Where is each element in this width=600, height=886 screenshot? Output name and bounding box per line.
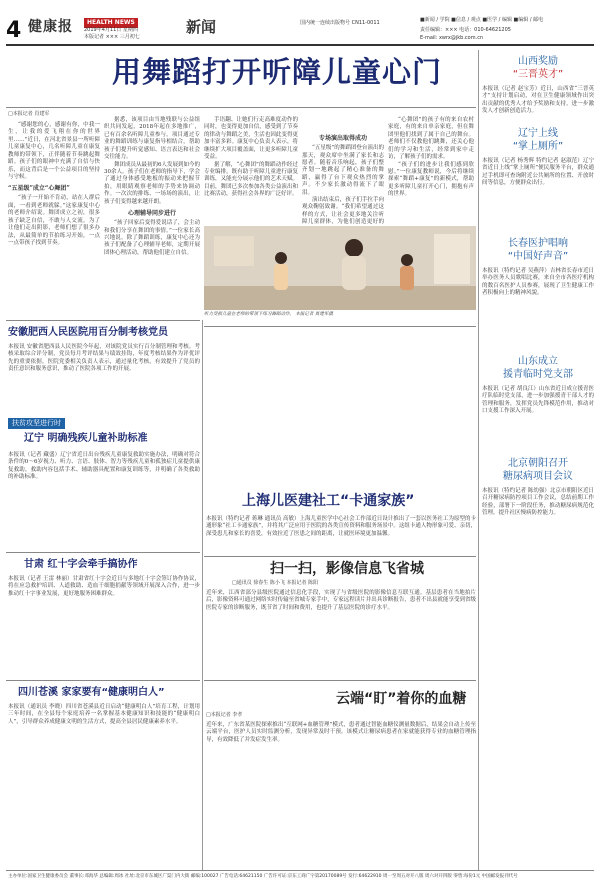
lead-photo-caption: 听力受损儿童在老师的带领下练习舞蹈动作。 本报记者 肖建军摄 xyxy=(204,312,333,317)
right-story-4-title xyxy=(480,356,596,381)
right-story-1-title-a: 山西奖励 xyxy=(518,56,558,67)
editor-email: E-mail: xwrx@jkb.com.cn xyxy=(420,35,484,41)
left-divider-2 xyxy=(6,552,200,553)
dance-photo-illustration xyxy=(204,226,476,310)
issue-date: 2019年4月11日 星期四 xyxy=(84,27,138,33)
story-liaoning-title: 辽宁 明确残疾儿童补助标准 xyxy=(24,433,148,444)
footer-rule xyxy=(6,870,594,871)
lead-headline: 用舞蹈打开听障儿童心门 xyxy=(112,55,443,89)
story-scan-byline: □通讯员 徐春生 陈小飞 本报记者 陈阳 xyxy=(232,580,319,586)
story-cloud-byline: □本报记者 李孝 xyxy=(206,712,243,718)
cloud-divider xyxy=(204,680,476,681)
lead-col4-subhead: 专场演出取得成功 xyxy=(318,135,367,142)
right-story-2-title-a: 辽宁上线 xyxy=(518,128,558,139)
right-story-5-title-b: 糖尿病项目会议 xyxy=(503,470,573,482)
story-anhui-title: 安徽肥西人民医院用百分制考核党员 xyxy=(8,327,168,338)
right-story-4-title-a: 山东成立 xyxy=(518,356,558,367)
newspaper-logo: 健康报 xyxy=(28,19,73,35)
column-rule-right xyxy=(478,50,479,870)
right-story-3-title-b: “中国好声音” xyxy=(507,250,569,262)
right-story-1-title xyxy=(480,56,596,81)
lead-col3-para-b: 据了解，“心舞团”的舞蹈动作经过专业编排，既有助于听障儿童进行康复训练，又能充分展示他们的艺术天赋。目前，舞团已多次参加各类公益演出和比赛活动，获得社会各界的广泛好评。 xyxy=(204,161,298,198)
editor-line: 责任编辑：××× 电话：010-64621205 xyxy=(420,27,511,33)
right-story-1-title-b: “三晋英才” xyxy=(512,68,564,80)
lead-col-2 xyxy=(104,117,200,320)
lead-col1-para-a: “感谢您的心，感谢有你，中我一生，让我的爱飞翔在你的世界里……”近日，在河北省景县一所听障儿童康复中心，几名听障儿童在康复教师的带领下，正伴随着节奏跳起舞蹈。孩子们的眼神中充满了自信与快乐，而这背后是一个公益项目的坚持与守候。 xyxy=(8,122,100,180)
lead-col2-para-c: “孩子回家后变得爱说话了，会主动和我们分享在舞团的事情。”一位家长高兴地说。除了舞蹈训练，康复中心还为孩子们配备了心理辅导老师，定期开展团体心理活动，帮助他们建立自信。 xyxy=(104,220,200,256)
story-sichuan-body: 本报讯（通讯员 李晓）四川省苍溪县近日启动“健康明白人”培育工程，计划用三年时间，在全县每个家庭培养一名掌握基本健康知识和技能的“健康明白人”，引导群众养成健康文明的生活方式，提高全县居民健康素养水平。 xyxy=(8,704,200,725)
lead-col-3 xyxy=(204,117,298,222)
story-scan-title: 扫一扫，影像信息飞省城 xyxy=(270,561,424,577)
footer-info: 主办单位:国家卫生健康委员会 董事长:邓海华 总编辑:周冰 社址:北京市东城区广渠门内大街 邮编:100027 广告电话:64621150 广告许可证:京东工商广字第20170089号 发行:64622910 周一至周五对开八版 周六对开四版 零售:每份1元 中国邮发报刊代号 xyxy=(8,874,518,879)
newspaper-logo-en: HEALTH NEWS xyxy=(84,18,138,28)
story-cloud-title: 云端“盯”着你的血糖 xyxy=(336,691,467,707)
lead-byline: □本报记者 肖建军 xyxy=(8,111,50,117)
story-scan-body: 近年来，江西省部分县级医院通过信息化手段，实现了与省级医院的影像信息互联互通。基层患者在当地拍片后，影像资料可通过网络实时传输至省城专家手中，专家远程读片并出具诊断报告，患者不出县就能享受到省级医院专家的诊断服务，既节省了时间和费用，也提升了基层医院的诊疗水平。 xyxy=(206,590,476,611)
story-sichuan-title: 四川苍溪 家家要有“健康明白人” xyxy=(18,687,165,698)
right-story-2-title xyxy=(480,128,596,153)
section-tabs: ■新闻 / 学院 ■信息 / 观点 ■医学 / 编辑 ■编辑 / 邮电 xyxy=(420,17,544,23)
lead-col-1 xyxy=(8,122,100,320)
right-story-4-body: 本报讯（记者 胡良江）山东省近日成立援青医疗队临时党支部，进一步加强援青干部人才的管理和服务，发挥党员先锋模范作用，推动对口支援工作深入开展。 xyxy=(482,386,594,415)
story-cloud-body: 近年来，广东省某医院探索推出“互联网+血糖管理”模式，患者通过智能血糖仪测量数据后，结果会自动上传至云端平台，医护人员实时监测分析，发现异常及时干预。该模式让糖尿病患者在家就能获得专业的血糖管理指导，有效降低了并发症发生率。 xyxy=(206,722,476,743)
publication-number: 国内统一连续出版物号 CN11-0011 xyxy=(300,20,380,26)
lead-col5-para-b: “孩子们的进步让我们感到欣慰。”一位康复教师说，今后将继续探索“舞蹈+康复”的新模式，帮助更多听障儿童打开心门，拥抱有声的世界。 xyxy=(388,161,474,198)
section-title: 新闻 xyxy=(186,18,217,36)
column-rule-left xyxy=(202,320,203,870)
lead-col4-para-b: 演出结束后，孩子们手拉手向观众鞠躬致谢。“我们希望通过这样的方式，让社会更多地关注听障儿童群体，为他们创造更好的 xyxy=(302,197,384,226)
lead-col4-para-a: “五星级”的舞蹈团登台演出的那天，观众席中坐满了家长和志愿者。随着音乐响起，孩子们整齐划一地跳起了精心准备的舞蹈，赢得了台下观众热烈的掌声。不少家长激动得流下了眼泪。 xyxy=(302,145,384,196)
lead-col-4 xyxy=(302,117,384,226)
right-story-5-title xyxy=(480,458,596,483)
left-divider-3 xyxy=(6,680,200,681)
lead-col1-para-b: “孩子一开始不肯动，站在人群后面，一看到老师就躲。”这家康复中心的老师介绍说。舞团成立之初，很多孩子缺乏自信，不敢与人交流。为了让他们走出阴影，老师们想了很多办法，从最简单的节拍练习开始，一点一点带孩子找到节奏。 xyxy=(8,195,100,246)
right-story-3-title xyxy=(480,238,596,263)
right-story-2-title-b: “掌上厕所” xyxy=(512,140,564,152)
right-story-5-title-a: 北京朝阳召开 xyxy=(508,458,568,469)
right-story-3-body: 本报讯（特约记者 吴燕萍）吉林省长春市近日举办医务人员歌唱比赛，来自全市各医疗机构的数百名医护人员参赛，展现了卫生健康工作者积极向上的精神风貌。 xyxy=(482,268,594,297)
page-number: 4 xyxy=(6,18,22,43)
header-rule xyxy=(6,44,594,46)
lead-col1-subhead: “五星级”成立“心舞团” xyxy=(8,185,70,193)
poverty-tag: 扶贫攻坚进行时 xyxy=(8,418,65,429)
lead-col-5 xyxy=(388,117,474,222)
right-story-2-body: 本报讯（记者 杨秀辉 特约记者 赵淑范）辽宁省近日上线“掌上厕所”便民服务平台，群众通过手机即可查询附近公共厕所的位置、开放时间等信息，方便群众出行。 xyxy=(482,158,594,187)
lead-col3-para-a: 手语翻、让她们行走高难度动作的同时，也变得更加自信，感受到了节奏的律动与舞蹈之美，生活也因此变得更加丰富多彩。康复中心负责人表示，将继续扩大项目覆盖面，让更多听障儿童受益。 xyxy=(204,117,298,161)
scan-divider xyxy=(204,556,476,557)
lead-col2-subhead: 心理辅导同步进行 xyxy=(127,210,176,218)
lead-col2-para-b: 舞团成员从最初的6人发展到如今的30余人。孩子们在老师的指导下，学会了通过身体感受地板的振动来把握节拍，用眼睛观察老师的手势来协调动作。一次次的排练、一场场的演出，让孩子们变得越来越开朗。 xyxy=(104,161,201,205)
lead-photo xyxy=(204,226,476,310)
right-story-4-title-b: 援青临时党支部 xyxy=(503,368,573,380)
right-story-3-title-a: 长春医护唱响 xyxy=(508,238,568,249)
story-liaoning-body: 本报讯（记者 藏盛）辽宁省近日出台残疾儿童康复救助实施办法，明确对符合条件的0～6岁视力、听力、言语、肢体、智力等残疾儿童和孤独症儿童提供康复救助，救助内容包括手术、辅助器具配置和康复训练等，并明确了各类救助的补助标准。 xyxy=(8,452,200,481)
lead-rule xyxy=(6,107,476,108)
right-story-5-body: 本报讯（特约记者 陈幼强）北京市朝阳区近日召开糖尿病防控项目工作会议，总结前期工作经验，部署下一阶段任务，推动糖尿病规范化管理，提升社区慢病防控能力。 xyxy=(482,488,594,517)
shanghai-divider xyxy=(204,326,476,327)
story-gansu-title: 甘肃 红十字会牵手搞协作 xyxy=(24,559,138,570)
story-shanghai-body: 本报讯（特约记者 蒋琳 通讯员 高敏）上海儿童医学中心社会工作部近日设计推出了一套以医务社工为原型的卡通形象“社工卡通家族”，并将其广泛应用于医院的各类宣传资料和服务场景中。这组卡通人物形象可爱、亲切，深受患儿和家长的喜爱，有效拉近了医患之间的距离，让就医环境更加温馨。 xyxy=(206,516,476,537)
story-shanghai-title: 上海儿医建社工“卡通家族” xyxy=(242,493,415,509)
lead-col2-para-a: 据悉，该项目由当地残联与公益组织共同发起，2018年起在多地推广，已有百余名听障儿童参与。项目通过专业的舞蹈训练与康复指导相结合，帮助孩子们提升听觉感知、语言表达和社会交往能力。 xyxy=(104,117,200,161)
lead-col5-para-a: “心舞团”的孩子有的来自农村家庭，有的来自单亲家庭，但在舞团里他们找到了属于自己的舞台。老师们不仅教他们跳舞，还关心他们的学习和生活，经常到家中走访，了解孩子们的需求。 xyxy=(388,117,474,161)
story-anhui-body: 本报讯 安徽省肥西县人民医院今年起，对该院党员实行百分制管理和考核。考核采取综合评分制，党员每月考评结果与绩效挂钩，年度考核结果作为评优评先的重要依据。医院党委相关负责人表示，通过量化考核，有效提升了党员的责任意识和服务意识，推动了医院各项工作的开展。 xyxy=(8,344,200,373)
issue-editors: 本版记者 ××× 三月初七 xyxy=(84,34,140,40)
story-gansu-body: 本报讯（记者 王雷 林丽）甘肃省红十字会近日与多地红十字会签订协作协议，将在应急救护培训、人道救助、造血干细胞捐献等领域开展深入合作，进一步推动红十字事业发展，更好地服务困难群众。 xyxy=(8,576,200,597)
left-divider-1 xyxy=(6,320,200,321)
right-story-1-body: 本报讯（记者 赵宝芳）近日，山西省“三晋英才”支持计划启动，对在卫生健康领域作出突出贡献的优秀人才给予奖励和支持，进一步激发人才创新创造活力。 xyxy=(482,86,594,115)
